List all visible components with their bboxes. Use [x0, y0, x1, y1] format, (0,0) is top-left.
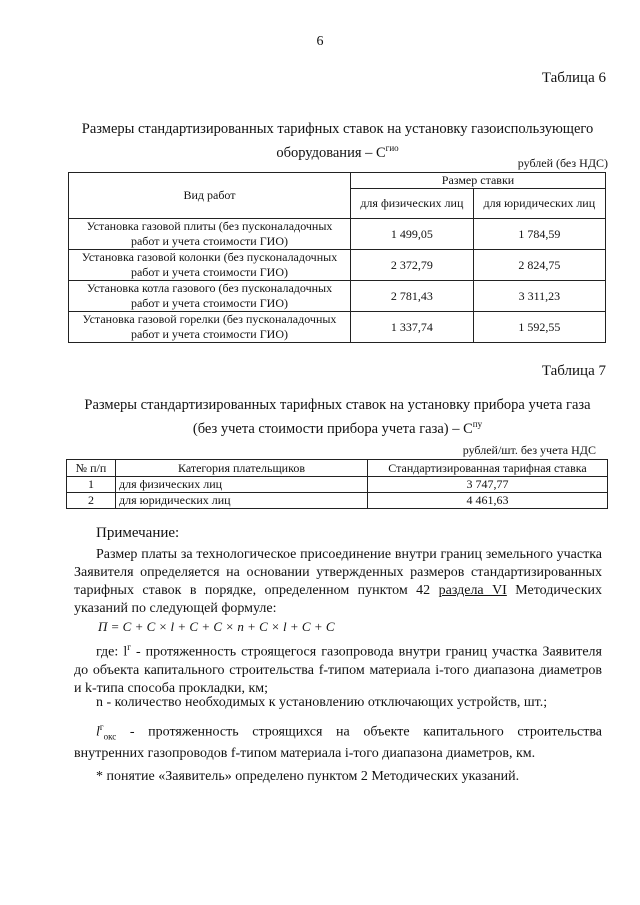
col-header-phys: для физических лиц	[351, 189, 474, 219]
where-text: - протяженность строящегося газопровода внутри границ участка Заявителя до объекта капитального строительства f-типом материала i-того диапазона диаметров и k-типа способа прокладки, км;	[74, 644, 602, 696]
cell-work: Установка газовой плиты (без пусконаладочных работ и учета стоимости ГИО)	[69, 219, 351, 250]
cell-phys: 2 372,79	[351, 250, 474, 281]
table-row	[69, 219, 606, 250]
table7-title-sup: пу	[472, 419, 483, 429]
table6-title-sup: гио	[385, 143, 399, 153]
cell-num: 1	[67, 477, 116, 493]
cell-category: для юридических лиц	[116, 493, 368, 509]
note-title: Примечание:	[96, 525, 180, 541]
cell-num: 2	[67, 493, 116, 509]
cell-work: Установка котла газового (без пусконаладочных работ и учета стоимости ГИО)	[69, 281, 351, 312]
cell-phys: 2 781,43	[351, 281, 474, 312]
table7-title	[70, 396, 605, 439]
table-row	[69, 312, 606, 343]
where-label: где: l	[96, 644, 128, 660]
table6-title-line2: оборудования – С	[276, 144, 386, 161]
col-header-work: Вид работ	[69, 173, 351, 219]
cell-phys: 1 337,74	[351, 312, 474, 343]
page-number: 6	[316, 34, 324, 49]
cell-jur: 3 311,23	[473, 281, 605, 312]
table-row	[67, 477, 608, 493]
cell-work: Установка газовой колонки (без пусконаладочных работ и учета стоимости ГИО)	[69, 250, 351, 281]
l-symbol: l	[96, 724, 100, 740]
formula: П = С + С × l + С + С × n + С × l + С + С	[98, 619, 335, 634]
table-row	[67, 493, 608, 509]
note-para1-a: Размер платы за технологическое присоединение внутри границ земельного участка Заявителя определяется на основании утвержденных размеров стандартизированных тарифных ставок в порядке, определенном пунктом 42	[74, 547, 602, 598]
table6-units: рублей (без НДС)	[517, 156, 608, 170]
table7-title-line2: (без учета стоимости прибора учета газа) – С	[192, 420, 473, 437]
cell-phys: 1 499,05	[351, 219, 474, 250]
cell-category: для физических лиц	[116, 477, 368, 493]
cell-jur: 1 592,55	[473, 312, 605, 343]
table7-title-line1: Размеры стандартизированных тарифных ставок на установку прибора учета газа	[84, 397, 591, 413]
col-header-category: Категория плательщиков	[116, 460, 368, 477]
col-header-rate: Стандартизированная тарифная ставка	[368, 460, 608, 477]
cell-jur: 2 824,75	[473, 250, 605, 281]
col-header-jur: для юридических лиц	[473, 189, 605, 219]
table7	[66, 459, 608, 509]
section-link[interactable]: раздела VI	[438, 583, 507, 598]
cell-rate: 3 747,77	[368, 477, 608, 493]
cell-rate: 4 461,63	[368, 493, 608, 509]
note-para1-b: Методических указаний по следующей формуле:	[74, 583, 603, 616]
where-paragraph	[74, 638, 602, 698]
l-text: - протяженность строящихся на объекте капитального строительства внутренних газопроводов f-типом материала i-того диапазона диаметров, км.	[74, 724, 602, 762]
footnote: * понятие «Заявитель» определено пунктом 2 Методических указаний.	[96, 769, 520, 784]
l-sub: окс	[103, 731, 117, 742]
l-sup: г	[99, 722, 104, 732]
table-row	[69, 281, 606, 312]
col-header-num: № п/п	[67, 460, 116, 477]
table6-title-line1: Размеры стандартизированных тарифных ставок на установку газоиспользующего	[81, 121, 594, 137]
l-paragraph	[74, 718, 602, 763]
table6-label: Таблица 6	[541, 70, 606, 86]
n-paragraph: n - количество необходимых к установлению отключающих устройств, шт.;	[96, 695, 548, 710]
table-row	[69, 250, 606, 281]
table7-label: Таблица 7	[541, 363, 606, 379]
table6	[68, 172, 606, 343]
cell-work: Установка газовой горелки (без пусконаладочных работ и учета стоимости ГИО)	[69, 312, 351, 343]
note-paragraph	[74, 546, 602, 618]
cell-jur: 1 784,59	[473, 219, 605, 250]
table7-units: рублей/шт. без учета НДС	[462, 443, 596, 457]
where-sup: г	[127, 642, 131, 652]
col-header-rate: Размер ставки	[351, 173, 606, 189]
